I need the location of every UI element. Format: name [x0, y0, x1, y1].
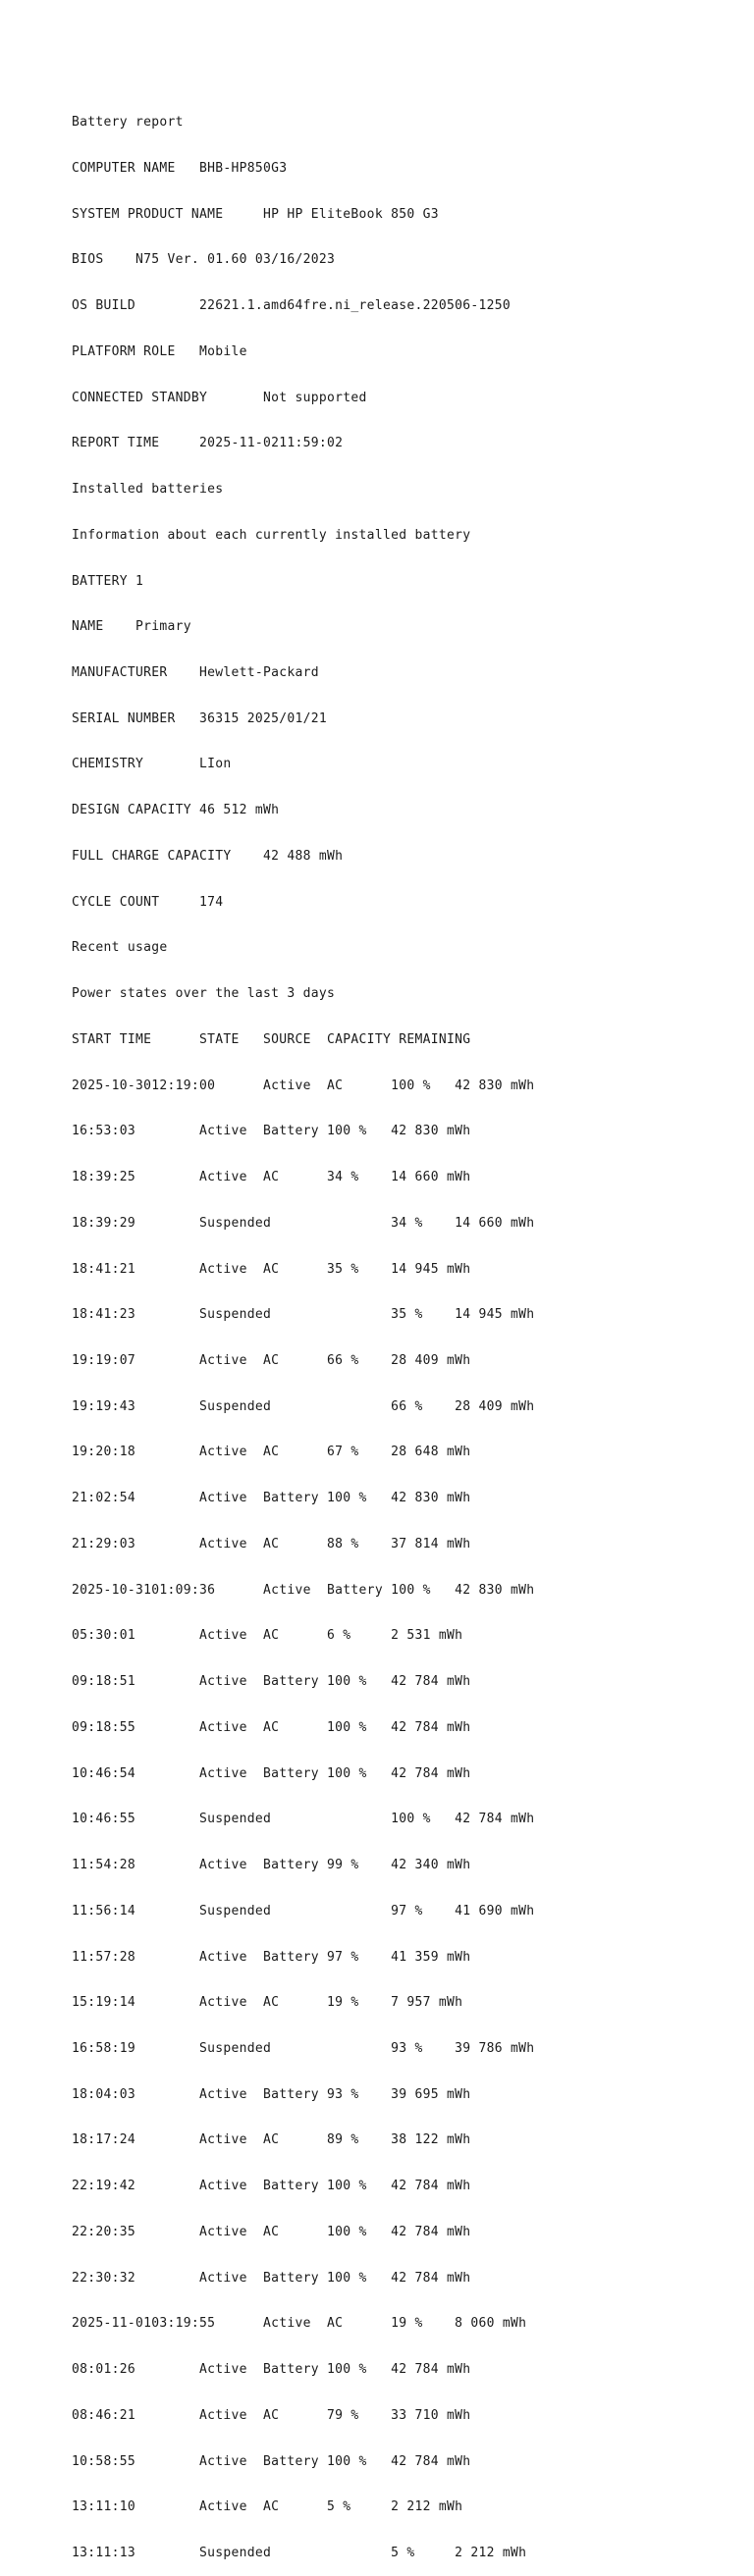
- installed-batteries-heading: Installed batteries: [72, 482, 224, 498]
- usage-row: 22:20:35 Active AC 100 % 42 784 mWh: [72, 2224, 471, 2239]
- usage-row: 05:30:01 Active AC 6 % 2 531 mWh: [72, 1628, 463, 1644]
- connected-standby-row: CONNECTED STANDBY Not supported: [72, 390, 367, 405]
- report-time-row: REPORT TIME 2025-11-0211:59:02: [72, 436, 344, 451]
- usage-row: 2025-10-3012:19:00 Active AC 100 % 42 830 mWh: [72, 1078, 535, 1093]
- battery-1-heading: BATTERY 1: [72, 573, 144, 589]
- usage-row: 18:17:24 Active AC 89 % 38 122 mWh: [72, 2132, 471, 2148]
- usage-row: 15:19:14 Active AC 19 % 7 957 mWh: [72, 1995, 463, 2011]
- system-product-name-row: SYSTEM PRODUCT NAME HP HP EliteBook 850 G3: [72, 206, 439, 222]
- installed-batteries-description: Information about each currently installed battery: [72, 527, 471, 543]
- usage-row: 18:41:23 Suspended 35 % 14 945 mWh: [72, 1307, 535, 1323]
- usage-row: 09:18:51 Active Battery 100 % 42 784 mWh: [72, 1674, 471, 1690]
- usage-row: 18:39:29 Suspended 34 % 14 660 mWh: [72, 1215, 535, 1231]
- chemistry-row: CHEMISTRY LIon: [72, 757, 232, 772]
- report-title: Battery report: [72, 115, 184, 131]
- usage-row: 19:20:18 Active AC 67 % 28 648 mWh: [72, 1445, 471, 1460]
- usage-row: 13:11:10 Active AC 5 % 2 212 mWh: [72, 2499, 463, 2515]
- usage-row: 21:02:54 Active Battery 100 % 42 830 mWh: [72, 1491, 471, 1506]
- recent-usage-heading: Recent usage: [72, 940, 168, 956]
- manufacturer-row: MANUFACTURER Hewlett-Packard: [72, 664, 319, 680]
- os-build-row: OS BUILD 22621.1.amd64fre.ni_release.220506-1250: [72, 298, 511, 314]
- usage-row: 08:46:21 Active AC 79 % 33 710 mWh: [72, 2407, 471, 2423]
- usage-row: 2025-10-3101:09:36 Active Battery 100 % 42 830 mWh: [72, 1582, 535, 1598]
- usage-row: 10:46:55 Suspended 100 % 42 784 mWh: [72, 1812, 535, 1827]
- usage-row: 10:46:54 Active Battery 100 % 42 784 mWh: [72, 1765, 471, 1781]
- usage-row: 08:01:26 Active Battery 100 % 42 784 mWh: [72, 2362, 471, 2378]
- usage-row: 11:56:14 Suspended 97 % 41 690 mWh: [72, 1903, 535, 1919]
- usage-row: 09:18:55 Active AC 100 % 42 784 mWh: [72, 1719, 471, 1735]
- usage-row: 13:11:13 Suspended 5 % 2 212 mWh: [72, 2546, 527, 2561]
- design-capacity-row: DESIGN CAPACITY 46 512 mWh: [72, 803, 280, 818]
- battery-name-row: NAME Primary: [72, 619, 191, 635]
- usage-row: 19:19:43 Suspended 66 % 28 409 mWh: [72, 1398, 535, 1414]
- usage-row: 10:58:55 Active Battery 100 % 42 784 mWh: [72, 2453, 471, 2469]
- battery-report-text: [72, 84, 534, 2576]
- usage-row: 18:04:03 Active Battery 93 % 39 695 mWh: [72, 2086, 471, 2102]
- usage-row: 2025-11-0103:19:55 Active AC 19 % 8 060 mWh: [72, 2316, 527, 2332]
- usage-row: 22:30:32 Active Battery 100 % 42 784 mWh: [72, 2270, 471, 2286]
- usage-row: 11:54:28 Active Battery 99 % 42 340 mWh: [72, 1858, 471, 1873]
- usage-row: 22:19:42 Active Battery 100 % 42 784 mWh: [72, 2179, 471, 2194]
- usage-row: 21:29:03 Active AC 88 % 37 814 mWh: [72, 1536, 471, 1551]
- full-charge-capacity-row: FULL CHARGE CAPACITY 42 488 mWh: [72, 848, 344, 864]
- computer-name-row: COMPUTER NAME BHB-HP850G3: [72, 160, 288, 176]
- bios-row: BIOS N75 Ver. 01.60 03/16/2023: [72, 252, 336, 268]
- usage-row: 19:19:07 Active AC 66 % 28 409 mWh: [72, 1352, 471, 1368]
- usage-row: 11:57:28 Active Battery 97 % 41 359 mWh: [72, 1949, 471, 1965]
- usage-row: 18:41:21 Active AC 35 % 14 945 mWh: [72, 1261, 471, 1277]
- usage-table-header: START TIME STATE SOURCE CAPACITY REMAINING: [72, 1031, 471, 1047]
- power-states-description: Power states over the last 3 days: [72, 986, 336, 1002]
- serial-number-row: SERIAL NUMBER 36315 2025/01/21: [72, 710, 328, 726]
- platform-role-row: PLATFORM ROLE Mobile: [72, 343, 247, 359]
- cycle-count-row: CYCLE COUNT 174: [72, 894, 224, 910]
- usage-row: 18:39:25 Active AC 34 % 14 660 mWh: [72, 1170, 471, 1185]
- usage-row: 16:58:19 Suspended 93 % 39 786 mWh: [72, 2041, 535, 2056]
- usage-row: 16:53:03 Active Battery 100 % 42 830 mWh: [72, 1124, 471, 1139]
